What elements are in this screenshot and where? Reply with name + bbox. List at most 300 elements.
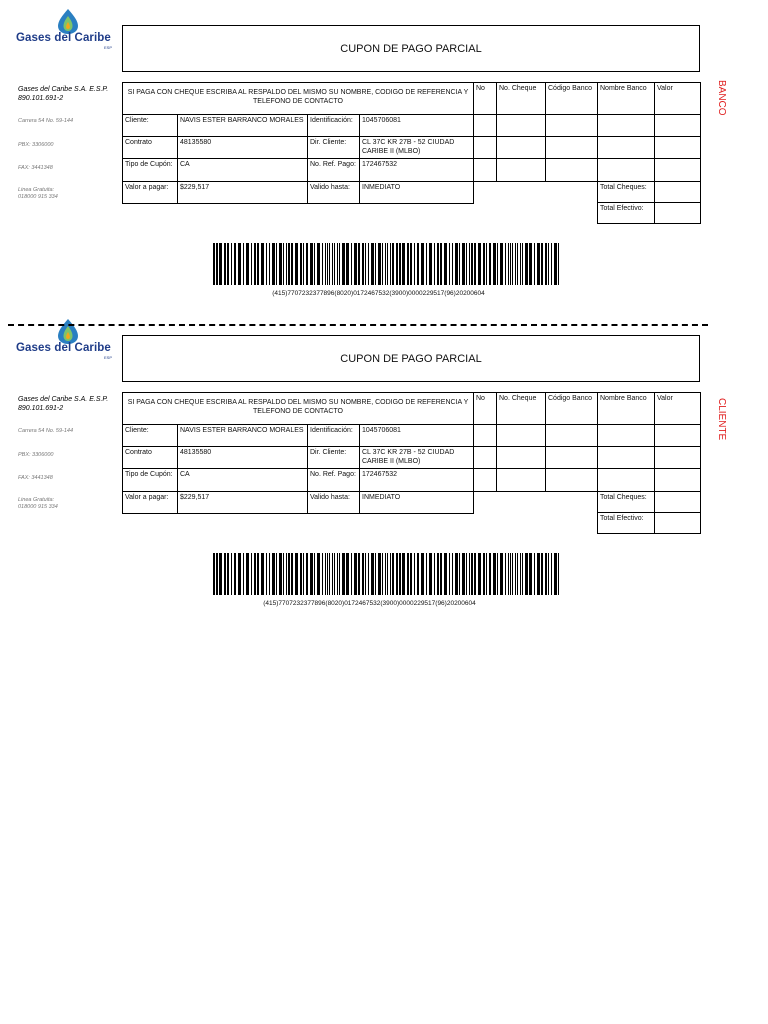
barcode-bar (337, 243, 338, 285)
barcode (213, 243, 562, 285)
barcode-bar (402, 553, 405, 595)
check-cell (654, 136, 701, 159)
barcode-bar (251, 243, 252, 285)
barcode-bar (365, 553, 366, 595)
valid-until-value: INMEDIATO (359, 181, 474, 204)
amount-value: $229,517 (177, 491, 308, 514)
barcode-bar (437, 553, 439, 595)
barcode-bar (314, 243, 315, 285)
barcode-bar (346, 243, 349, 285)
barcode-bar (558, 553, 559, 595)
barcode-bar (541, 243, 543, 285)
payment-ref-label: No. Ref. Pago: (307, 158, 360, 182)
barcode-bar (276, 243, 277, 285)
barcode-bar (510, 553, 511, 595)
company-nit: 890.101.691-2 (18, 405, 64, 412)
barcode-bar (478, 553, 481, 595)
check-cell (654, 446, 701, 469)
barcode-bar (257, 243, 259, 285)
barcode-bar (459, 553, 460, 595)
barcode-bar (449, 243, 450, 285)
barcode-bar (219, 553, 222, 595)
barcode-bar (541, 553, 543, 595)
total-checks-value (654, 181, 701, 203)
check-cell (496, 446, 546, 469)
barcode-bar (474, 553, 476, 595)
barcode-bar (515, 553, 516, 595)
copy-label: BANCO (716, 80, 727, 116)
barcode-bar (354, 243, 357, 285)
hotline-label: Linea Gratuita: (18, 187, 55, 193)
barcode-bar (219, 243, 222, 285)
check-instruction: SI PAGA CON CHEQUE ESCRIBA AL RESPALDO DEL MISMO SU NOMBRE, CODIGO DE REFERENCIA Y TELEFONO DE CONTACTO (122, 82, 474, 115)
barcode-bar (378, 243, 381, 285)
barcode-bar (522, 243, 523, 285)
flame-drop-icon (16, 8, 120, 34)
barcode-bar (224, 553, 226, 595)
barcode-bar (385, 553, 386, 595)
barcode-bar (310, 553, 313, 595)
barcode-bar (452, 243, 453, 285)
barcode-bar (272, 553, 275, 595)
client-value: NAVIS ESTER BARRANCO MORALES (177, 114, 308, 137)
id-value: 1045706081 (359, 114, 474, 137)
barcode-bar (537, 553, 540, 595)
barcode-bar (362, 243, 364, 285)
barcode-bar (548, 553, 549, 595)
barcode-bar (288, 243, 290, 285)
barcode-bar (254, 553, 256, 595)
barcode-bar (295, 553, 298, 595)
barcode-bar (486, 243, 487, 285)
check-cell (597, 136, 655, 159)
barcode-bar (224, 243, 226, 285)
barcode-bar (339, 553, 340, 595)
check-header-bank-name: Nombre Banco (597, 82, 655, 115)
barcode-bar (517, 553, 518, 595)
check-cell (597, 446, 655, 469)
barcode-bar (497, 243, 498, 285)
id-label: Identificación: (307, 114, 360, 137)
barcode-bar (327, 243, 328, 285)
total-checks-value (654, 491, 701, 513)
barcode-bar (497, 553, 498, 595)
barcode-bar (257, 553, 259, 595)
barcode-bar (279, 243, 282, 285)
barcode-bar (486, 553, 487, 595)
barcode-bar (500, 243, 503, 285)
barcode-bar (437, 243, 439, 285)
barcode-bar (548, 243, 549, 285)
payment-coupon-banco (0, 0, 768, 297)
barcode-bar (558, 243, 559, 285)
barcode-bar (525, 243, 528, 285)
barcode-bar (534, 553, 535, 595)
total-checks-label: Total Cheques: (597, 491, 655, 513)
payment-coupon-cliente (0, 310, 768, 607)
total-cash-value (654, 202, 701, 224)
barcode-bar (478, 243, 481, 285)
barcode-bar (466, 553, 467, 595)
barcode-bar (334, 553, 335, 595)
barcode-bar (303, 243, 304, 285)
barcode-bar (254, 243, 256, 285)
check-header-number: No. Cheque (496, 392, 546, 425)
barcode-bar (489, 553, 491, 595)
barcode-bar (512, 553, 513, 595)
company-logo (16, 8, 120, 52)
barcode-bar (534, 243, 535, 285)
barcode-bar (429, 243, 432, 285)
check-header-no: No (473, 392, 497, 425)
barcode-bar (303, 553, 304, 595)
barcode-bar (300, 553, 302, 595)
barcode-bar (351, 243, 352, 285)
flame-drop-icon (16, 318, 120, 344)
check-cell (545, 158, 598, 182)
check-cell (496, 158, 546, 182)
barcode-bar (469, 553, 470, 595)
amount-label: Valor a pagar: (122, 181, 178, 204)
payment-ref-label: No. Ref. Pago: (307, 468, 360, 492)
hotline-label: Linea Gratuita: (18, 497, 55, 503)
check-cell (545, 114, 598, 137)
coupon-type-label: Tipo de Cupón: (122, 468, 178, 492)
barcode-bar (399, 243, 401, 285)
payment-ref-value: 172467532 (359, 158, 474, 182)
barcode-bar (269, 243, 270, 285)
barcode-bar (276, 553, 277, 595)
check-header-number: No. Cheque (496, 82, 546, 115)
check-cell (654, 468, 701, 492)
barcode-bar (551, 553, 552, 595)
amount-value: $229,517 (177, 181, 308, 204)
check-cell (597, 468, 655, 492)
company-address: Carrera 54 No. 59-144 (18, 118, 74, 124)
check-header-bank-code: Código Banco (545, 82, 598, 115)
hotline-number: 018000 915 334 (18, 504, 58, 510)
barcode-bar (342, 243, 345, 285)
barcode-bar (251, 553, 252, 595)
barcode-bar (489, 243, 491, 285)
check-cell (473, 446, 497, 469)
barcode-bar (483, 553, 485, 595)
barcode-bar (522, 553, 523, 595)
id-label: Identificación: (307, 424, 360, 447)
barcode-bar (387, 553, 388, 595)
check-cell (496, 468, 546, 492)
barcode-bar (515, 243, 516, 285)
barcode-bar (517, 243, 518, 285)
check-cell (473, 136, 497, 159)
address-label: Dir. Cliente: (307, 446, 360, 469)
barcode-bar (266, 243, 267, 285)
barcode-bar (399, 553, 401, 595)
barcode-bar (325, 243, 326, 285)
barcode-bar (234, 243, 236, 285)
barcode-bar (213, 243, 215, 285)
barcode-bar (529, 243, 532, 285)
company-info (18, 395, 108, 413)
barcode-bar (440, 553, 442, 595)
check-cell (496, 136, 546, 159)
barcode-bar (493, 243, 496, 285)
check-cell (654, 424, 701, 447)
barcode-bar (525, 553, 528, 595)
barcode-bar (325, 553, 326, 595)
barcode-bar (283, 553, 284, 595)
barcode-bar (455, 553, 458, 595)
barcode-bar (322, 243, 323, 285)
valid-until-value: INMEDIATO (359, 491, 474, 514)
barcode-bar (421, 243, 424, 285)
coupon-type-value: CA (177, 468, 308, 492)
barcode-number: (415)7707232377896(8020)0172467532(3900)0000229517(96)20200604 (263, 600, 476, 607)
check-cell (496, 114, 546, 137)
contract-label: Contrato (122, 136, 178, 159)
barcode-bar (551, 243, 552, 285)
barcode (213, 553, 562, 595)
barcode-bar (459, 243, 460, 285)
total-cash-label: Total Efectivo: (597, 512, 655, 534)
barcode-bar (238, 243, 241, 285)
barcode-bar (286, 243, 287, 285)
check-cell (597, 424, 655, 447)
valid-until-label: Valido hasta: (307, 491, 360, 514)
barcode-bar (243, 553, 244, 595)
check-cell (545, 136, 598, 159)
barcode-bar (327, 553, 328, 595)
barcode-bar (554, 243, 557, 285)
barcode-bar (444, 243, 447, 285)
client-value: NAVIS ESTER BARRANCO MORALES (177, 424, 308, 447)
coupon-table (122, 392, 701, 534)
barcode-bar (317, 553, 320, 595)
barcode-bar (417, 553, 419, 595)
barcode-bar (554, 553, 557, 595)
valid-until-label: Valido hasta: (307, 181, 360, 204)
barcode-bar (371, 553, 374, 595)
company-fax: FAX: 3441348 (18, 165, 53, 171)
barcode-bar (227, 553, 229, 595)
barcode-bar (545, 553, 547, 595)
barcode-bar (227, 243, 229, 285)
contract-label: Contrato (122, 446, 178, 469)
client-label: Cliente: (122, 424, 178, 447)
check-cell (545, 446, 598, 469)
barcode-bar (512, 243, 513, 285)
barcode-bar (368, 553, 369, 595)
barcode-bar (332, 243, 333, 285)
barcode-bar (246, 553, 249, 595)
barcode-bar (392, 553, 394, 595)
contract-value: 48135580 (177, 446, 308, 469)
barcode-bar (483, 243, 485, 285)
barcode-bar (378, 553, 381, 595)
barcode-bar (332, 553, 333, 595)
barcode-bar (300, 243, 302, 285)
brand-tagline: ESP (104, 45, 113, 50)
check-cell (654, 158, 701, 182)
barcode-bar (434, 553, 435, 595)
barcode-bar (385, 243, 386, 285)
hotline-number: 018000 915 334 (18, 194, 58, 200)
barcode-bar (261, 553, 264, 595)
barcode-bar (306, 243, 308, 285)
coupon-title: CUPON DE PAGO PARCIAL (122, 25, 700, 72)
barcode-bar (407, 243, 409, 285)
copy-label: CLIENTE (716, 398, 727, 441)
barcode-bar (520, 243, 521, 285)
barcode-bar (234, 553, 236, 595)
barcode-bar (382, 243, 383, 285)
barcode-bar (306, 553, 308, 595)
barcode-bar (216, 553, 218, 595)
barcode-bar (334, 243, 335, 285)
barcode-bar (358, 243, 360, 285)
company-fax: FAX: 3441348 (18, 475, 53, 481)
barcode-bar (426, 553, 427, 595)
barcode-bar (310, 243, 313, 285)
address-value: CL 37C KR 27B - 52 CIUDAD CARIBE II (MLBO) (359, 446, 474, 469)
company-nit: 890.101.691-2 (18, 95, 64, 102)
barcode-bar (471, 553, 473, 595)
barcode-bar (261, 243, 264, 285)
barcode-bar (329, 243, 330, 285)
check-cell (473, 468, 497, 492)
check-cell (545, 424, 598, 447)
barcode-bar (505, 243, 506, 285)
barcode-bar (449, 553, 450, 595)
barcode-bar (329, 553, 330, 595)
barcode-bar (444, 553, 447, 595)
company-pbx: PBX: 3306000 (18, 142, 54, 148)
barcode-bar (231, 243, 232, 285)
company-name: Gases del Caribe S.A. E.S.P. (18, 86, 109, 93)
barcode-bar (537, 243, 540, 285)
brand-name: Gases del Caribe (16, 32, 111, 44)
company-hotline (18, 497, 58, 511)
barcode-bar (371, 243, 374, 285)
address-label: Dir. Cliente: (307, 136, 360, 159)
barcode-bar (362, 553, 364, 595)
check-header-no: No (473, 82, 497, 115)
barcode-bar (396, 243, 398, 285)
barcode-bar (426, 243, 427, 285)
barcode-bar (246, 243, 249, 285)
barcode-bar (266, 553, 267, 595)
barcode-bar (354, 553, 357, 595)
check-cell (473, 114, 497, 137)
barcode-bar (392, 243, 394, 285)
check-header-bank-code: Código Banco (545, 392, 598, 425)
check-cell (473, 158, 497, 182)
barcode-bar (410, 553, 412, 595)
check-header-value: Valor (654, 82, 701, 115)
barcode-bar (213, 553, 215, 595)
barcode-bar (291, 243, 293, 285)
check-cell (597, 114, 655, 137)
payment-ref-value: 172467532 (359, 468, 474, 492)
barcode-bar (295, 243, 298, 285)
barcode-bar (368, 243, 369, 285)
company-pbx: PBX: 3306000 (18, 452, 54, 458)
barcode-bar (216, 243, 218, 285)
client-label: Cliente: (122, 114, 178, 137)
barcode-bar (390, 243, 391, 285)
barcode-bar (440, 243, 442, 285)
barcode-bar (387, 243, 388, 285)
barcode-bar (508, 243, 509, 285)
brand-name: Gases del Caribe (16, 342, 111, 354)
barcode-bar (322, 553, 323, 595)
barcode-bar (410, 243, 412, 285)
barcode-bar (505, 553, 506, 595)
barcode-bar (375, 243, 376, 285)
barcode-bar (429, 553, 432, 595)
barcode-bar (351, 553, 352, 595)
barcode-bar (452, 553, 453, 595)
coupon-type-value: CA (177, 158, 308, 182)
barcode-bar (346, 553, 349, 595)
coupon-title: CUPON DE PAGO PARCIAL (122, 335, 700, 382)
barcode-bar (283, 243, 284, 285)
barcode-bar (382, 553, 383, 595)
barcode-bar (238, 553, 241, 595)
barcode-bar (231, 553, 232, 595)
barcode-bar (269, 553, 270, 595)
check-cell (473, 424, 497, 447)
check-cell (496, 424, 546, 447)
barcode-bar (317, 243, 320, 285)
brand-tagline: ESP (104, 355, 113, 360)
barcode-bar (493, 553, 496, 595)
contract-value: 48135580 (177, 136, 308, 159)
barcode-bar (339, 243, 340, 285)
barcode-bar (272, 243, 275, 285)
id-value: 1045706081 (359, 424, 474, 447)
barcode-bar (471, 243, 473, 285)
check-instruction: SI PAGA CON CHEQUE ESCRIBA AL RESPALDO DEL MISMO SU NOMBRE, CODIGO DE REFERENCIA Y TELEFONO DE CONTACTO (122, 392, 474, 425)
coupon-table (122, 82, 701, 224)
check-header-bank-name: Nombre Banco (597, 392, 655, 425)
barcode-bar (421, 553, 424, 595)
address-value: CL 37C KR 27B - 52 CIUDAD CARIBE II (MLBO) (359, 136, 474, 159)
barcode-bar (414, 553, 415, 595)
barcode-bar (545, 243, 547, 285)
barcode-bar (510, 243, 511, 285)
barcode-bar (407, 553, 409, 595)
barcode-bar (462, 553, 465, 595)
barcode-bar (375, 553, 376, 595)
barcode-bar (358, 553, 360, 595)
barcode-bar (462, 243, 465, 285)
company-address: Carrera 54 No. 59-144 (18, 428, 74, 434)
barcode-bar (286, 553, 287, 595)
barcode-bar (414, 243, 415, 285)
barcode-bar (455, 243, 458, 285)
coupon-type-label: Tipo de Cupón: (122, 158, 178, 182)
barcode-bar (520, 553, 521, 595)
company-hotline (18, 187, 58, 201)
barcode-bar (417, 243, 419, 285)
barcode-bar (291, 553, 293, 595)
barcode-bar (469, 243, 470, 285)
barcode-bar (402, 243, 405, 285)
barcode-number: (415)7707232377896(8020)0172467532(3900)0000229517(96)20200604 (272, 290, 485, 297)
barcode-bar (508, 553, 509, 595)
barcode-bar (288, 553, 290, 595)
